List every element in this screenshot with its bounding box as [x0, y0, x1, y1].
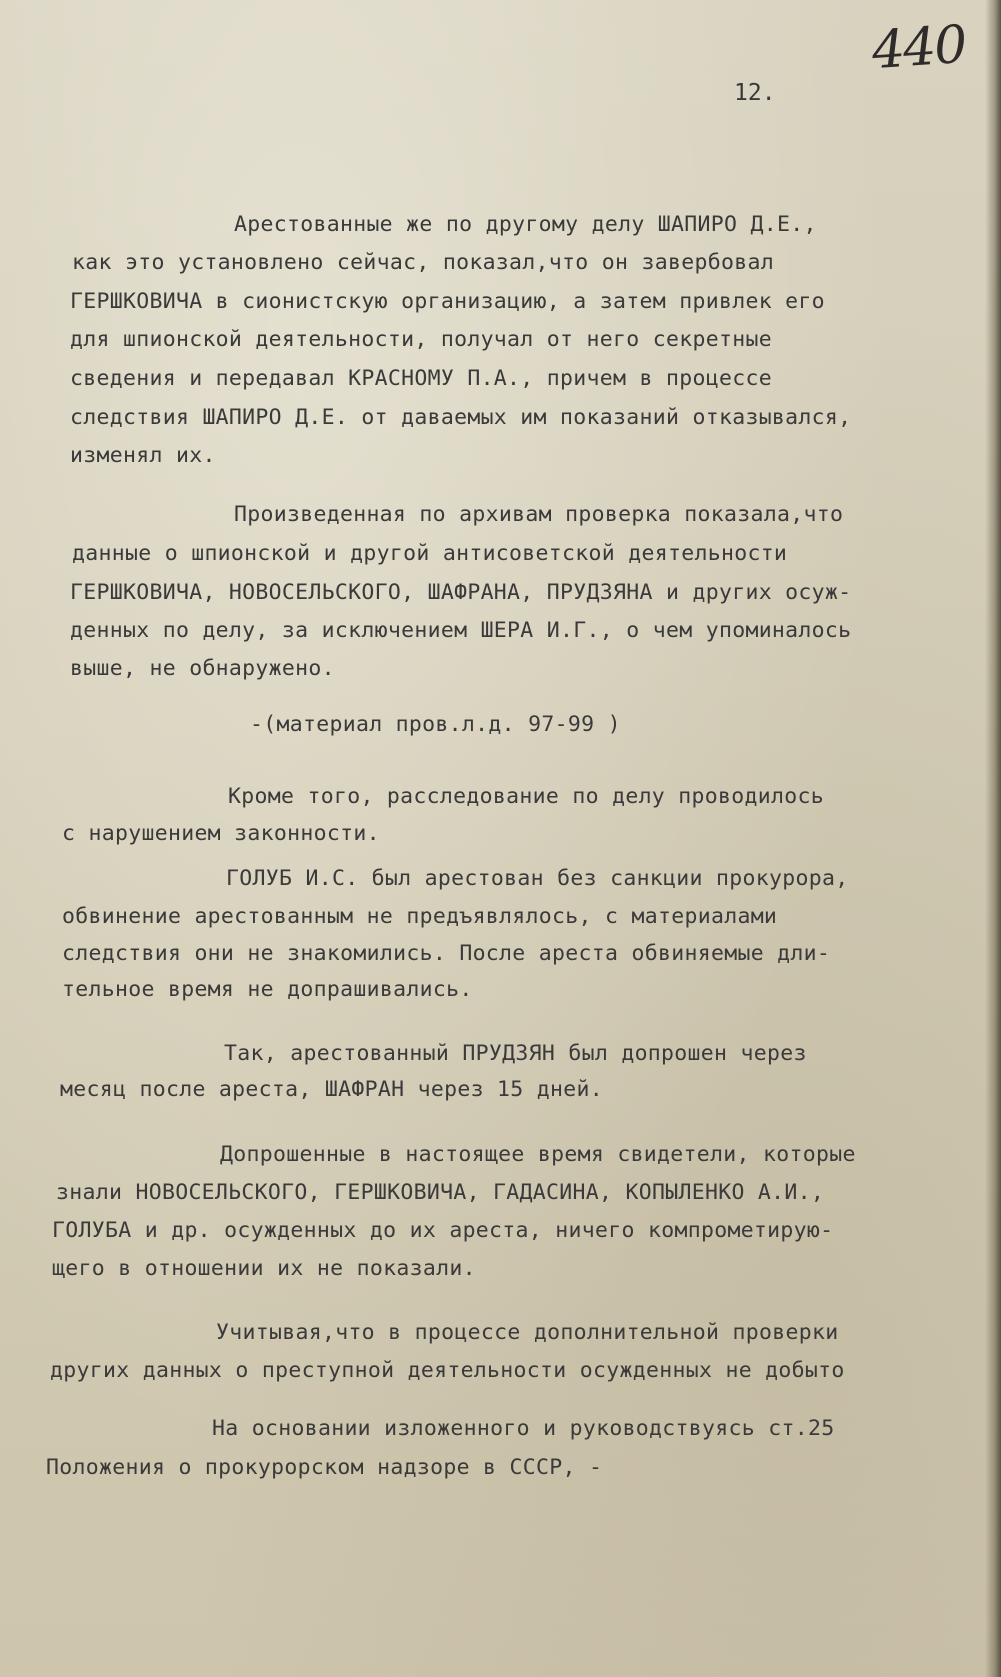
text-line: Кроме того, расследование по делу проводилось	[228, 784, 824, 809]
text-line: месяц после ареста, ШАФРАН через 15 дней.	[60, 1077, 604, 1102]
text-line: денных по делу, за исключением ШЕРА И.Г., о чем упоминалось	[70, 618, 852, 643]
text-line: ГЕРШКОВИЧА, НОВОСЕЛЬСКОГО, ШАФРАНА, ПРУДЗЯНА и других осуж-	[70, 580, 852, 605]
text-line: следствия они не знакомились. После ареста обвиняемые дли-	[62, 941, 831, 966]
page-number: 12.	[734, 80, 776, 106]
text-line: Арестованные же по другому делу ШАПИРО Д.Е.,	[234, 212, 817, 237]
text-line: как это установлено сейчас, показал,что он завербовал	[72, 250, 774, 275]
text-line: На основании изложенного и руководствуясь ст.25	[212, 1416, 835, 1441]
text-line: для шпионской деятельности, получал от него секретные	[70, 327, 772, 352]
text-line: Положения о прокурорском надзоре в СССР, -	[46, 1455, 603, 1480]
text-line: выше, не обнаружено.	[70, 656, 335, 681]
text-line: щего в отношении их не показали.	[52, 1256, 476, 1281]
text-line: ГОЛУБ И.С. был арестован без санкции прокурора,	[226, 866, 849, 891]
text-line: данные о шпионской и другой антисоветской деятельности	[72, 541, 788, 566]
source-reference: -(материал пров.л.д. 97-99 )	[250, 712, 621, 737]
folio-number: 440	[870, 14, 968, 82]
text-line: знали НОВОСЕЛЬСКОГО, ГЕРШКОВИЧА, ГАДАСИНА, КОПЫЛЕНКО А.И.,	[56, 1180, 825, 1205]
text-line: ГОЛУБА и др. осужденных до их ареста, ничего компрометирую-	[52, 1218, 834, 1243]
text-line: изменял их.	[70, 443, 216, 468]
text-line: других данных о преступной деятельности осужденных не добыто	[50, 1358, 845, 1383]
text-line: Произведенная по архивам проверка показала,что	[234, 502, 844, 527]
text-line: обвинение арестованным не предъявлялось, с материалами	[62, 904, 778, 929]
text-line: с нарушением законности.	[62, 821, 380, 846]
text-line: Учитывая,что в процессе дополнительной проверки	[216, 1320, 839, 1345]
text-line: Допрошенные в настоящее время свидетели, которые	[220, 1142, 856, 1167]
text-line: Так, арестованный ПРУДЗЯН был допрошен через	[224, 1041, 807, 1066]
text-line: следствия ШАПИРО Д.Е. от даваемых им показаний отказывался,	[70, 405, 852, 430]
text-line: тельное время не допрашивались.	[62, 977, 473, 1002]
text-line: ГЕРШКОВИЧА в сионистскую организацию, а затем привлек его	[70, 289, 825, 314]
text-line: сведения и передавал КРАСНОМУ П.А., причем в процессе	[70, 366, 772, 391]
